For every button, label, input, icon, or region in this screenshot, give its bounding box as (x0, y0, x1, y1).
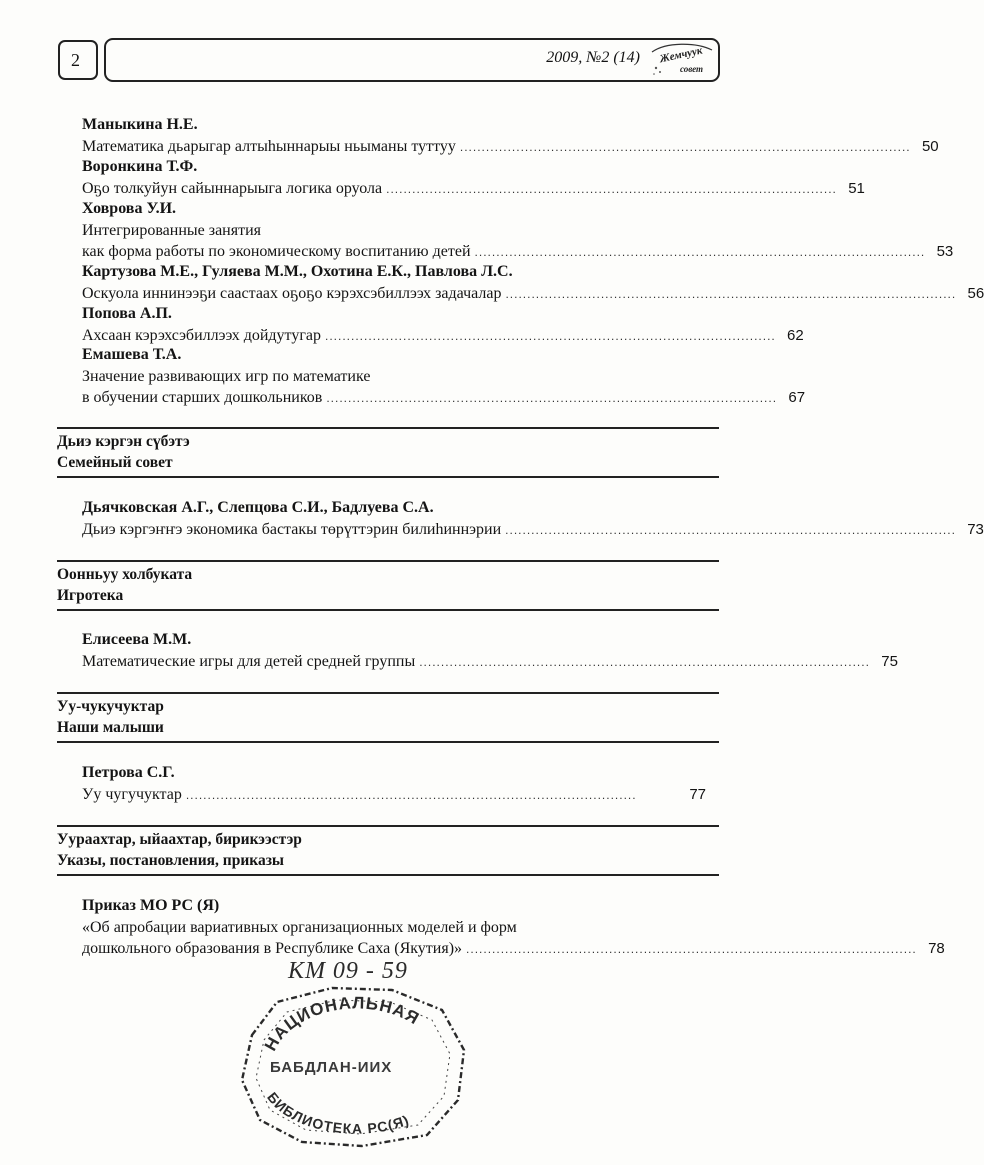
dot-leader: ........................................................................................................ (386, 182, 837, 196)
section-rule (57, 825, 719, 827)
dot-leader: ........................................................................................................ (185, 788, 637, 802)
entry-page: 51 (848, 180, 865, 197)
entry-title: Уу чугучуктар (82, 786, 182, 803)
section-title-ru: Игротека (57, 587, 124, 604)
section-rule (57, 741, 719, 743)
section-title-ru: Наши малыши (57, 719, 164, 736)
dot-leader: ........................................................................................................ (474, 245, 926, 259)
entry-page: 53 (936, 243, 954, 260)
entry-title: Интегрированные занятия (82, 222, 262, 239)
section-rule (57, 874, 719, 876)
section-title-sakha: Уу-чукучуктар (57, 698, 164, 715)
entry-author: Картузова М.Е., Гуляева М.М., Охотина Е.К., Павлова Л.С. (82, 263, 513, 280)
entry-page: 75 (881, 653, 898, 670)
section-heading (57, 829, 697, 871)
entry-author: Ховрова У.И. (82, 200, 177, 217)
entry-page: 73 (967, 521, 984, 538)
entry-title-row[interactable] (82, 241, 954, 262)
entry-page: 78 (928, 940, 945, 957)
toc-entry (82, 304, 804, 346)
dot-leader: ........................................................................................................ (459, 140, 911, 154)
entry-title-row[interactable] (82, 283, 984, 304)
entry-author: Воронкина Т.Ф. (82, 158, 198, 175)
toc-entry (82, 498, 984, 540)
entry-title-row[interactable] (82, 136, 939, 157)
page-number: 2 (71, 50, 80, 70)
entry-title: «Об апробации вариативных организационных моделей и форм (82, 919, 517, 936)
section-heading (57, 431, 697, 473)
toc-entry (82, 199, 954, 262)
issue-label: 2009, №2 (14) (546, 49, 640, 66)
entry-author: Елисеева М.М. (82, 631, 192, 648)
entry-title: Оскуола иннинээҕи саастаах оҕоҕо кэрэхсэбиллээх задачалар (82, 285, 502, 302)
section-title-sakha: Уураахтар, ыйаахтар, бирикээстэр (57, 831, 302, 848)
dot-leader: ........................................................................................................ (505, 287, 957, 301)
entry-title-row[interactable] (82, 325, 804, 346)
section-heading (57, 696, 697, 738)
svg-text:НАЦИОНАЛЬНАЯ (261, 993, 423, 1054)
toc-entry (82, 345, 806, 408)
entry-author: Маныкина Н.Е. (82, 116, 198, 133)
entry-title-row[interactable] (82, 519, 984, 540)
stamp-text-bottom: БИБЛИОТЕКА РС(Я) (264, 1089, 412, 1137)
dot-leader: ........................................................................................................ (419, 655, 870, 669)
section-heading (57, 564, 697, 606)
entry-author: Попова А.П. (82, 305, 172, 322)
section-title-ru: Семейный совет (57, 454, 173, 471)
dot-leader: ........................................................................................................ (466, 942, 917, 956)
dot-leader: ........................................................................................................ (505, 523, 956, 537)
entry-title: Значение развивающих игр по математике (82, 368, 371, 385)
entry-title: Ахсаан кэрэхсэбиллээх дойдутугар (82, 327, 321, 344)
entry-title: Математические игры для детей средней группы (82, 653, 416, 670)
entry-author: Петрова С.Г. (82, 764, 175, 781)
entry-title-row[interactable] (82, 387, 806, 408)
entry-author: Приказ МО РС (Я) (82, 897, 220, 914)
entry-title: в обучении старших дошкольников (82, 389, 323, 406)
entry-page: 77 (689, 786, 706, 803)
toc-entry (82, 157, 865, 199)
journal-logo (646, 40, 716, 80)
section-title-sakha: Оонньуу холбуката (57, 566, 193, 583)
entry-title: дошкольного образования в Республике Саха (Якутия)» (82, 940, 463, 957)
toc-entry (82, 262, 984, 304)
section-rule (57, 427, 719, 429)
svg-text:совет: совет (680, 64, 704, 74)
library-stamp (232, 980, 472, 1150)
entry-page: 62 (787, 327, 804, 344)
toc-entry (82, 763, 706, 805)
section-title-ru: Указы, постановления, приказы (57, 852, 285, 869)
entry-page: 67 (788, 389, 806, 406)
toc-entry (82, 630, 898, 672)
entry-title: Оҕо толкуйун сайыннарыыга логика оруола (82, 180, 383, 197)
section-rule (57, 609, 719, 611)
section-rule (57, 560, 719, 562)
toc-entry (82, 115, 939, 157)
stamp-text-mid: БАБДЛАН-ИИХ (270, 1059, 393, 1076)
svg-text:Жемчуук: Жемчуук (658, 44, 704, 66)
header-banner (104, 38, 720, 82)
entry-author: Емашева Т.А. (82, 346, 182, 363)
section-title-sakha: Дьиэ кэргэн сүбэтэ (57, 433, 190, 450)
entry-title: как форма работы по экономическому воспитанию детей (82, 243, 471, 260)
entry-page: 56 (967, 285, 984, 302)
section-rule (57, 692, 719, 694)
entry-title-row[interactable] (82, 938, 945, 959)
page-number-box (58, 40, 98, 80)
entry-page: 50 (921, 138, 939, 155)
entry-author: Дьячковская А.Г., Слепцова С.И., Бадлуева С.А. (82, 499, 434, 516)
section-rule (57, 476, 719, 478)
entry-title-row[interactable] (82, 178, 865, 199)
handwritten-accession-number: КМ 09 - 59 (288, 958, 408, 984)
entry-title: Математика дьарыгар алтыhыннарыы ньыманы туттуу (82, 138, 456, 155)
svg-text:БИБЛИОТЕКА РС(Я) (264, 1089, 411, 1137)
toc-entry (82, 896, 945, 959)
stamp-text-top: НАЦИОНАЛЬНАЯ (260, 993, 423, 1055)
entry-title-row[interactable] (82, 651, 898, 672)
dot-leader: ........................................................................................................ (326, 391, 778, 405)
dot-leader: ........................................................................................................ (325, 329, 776, 343)
entry-title-row[interactable] (82, 784, 706, 805)
entry-title: Дьиэ кэргэҥҥэ экономика бастакы төрүттэрин билиhиннэрии (82, 521, 502, 538)
